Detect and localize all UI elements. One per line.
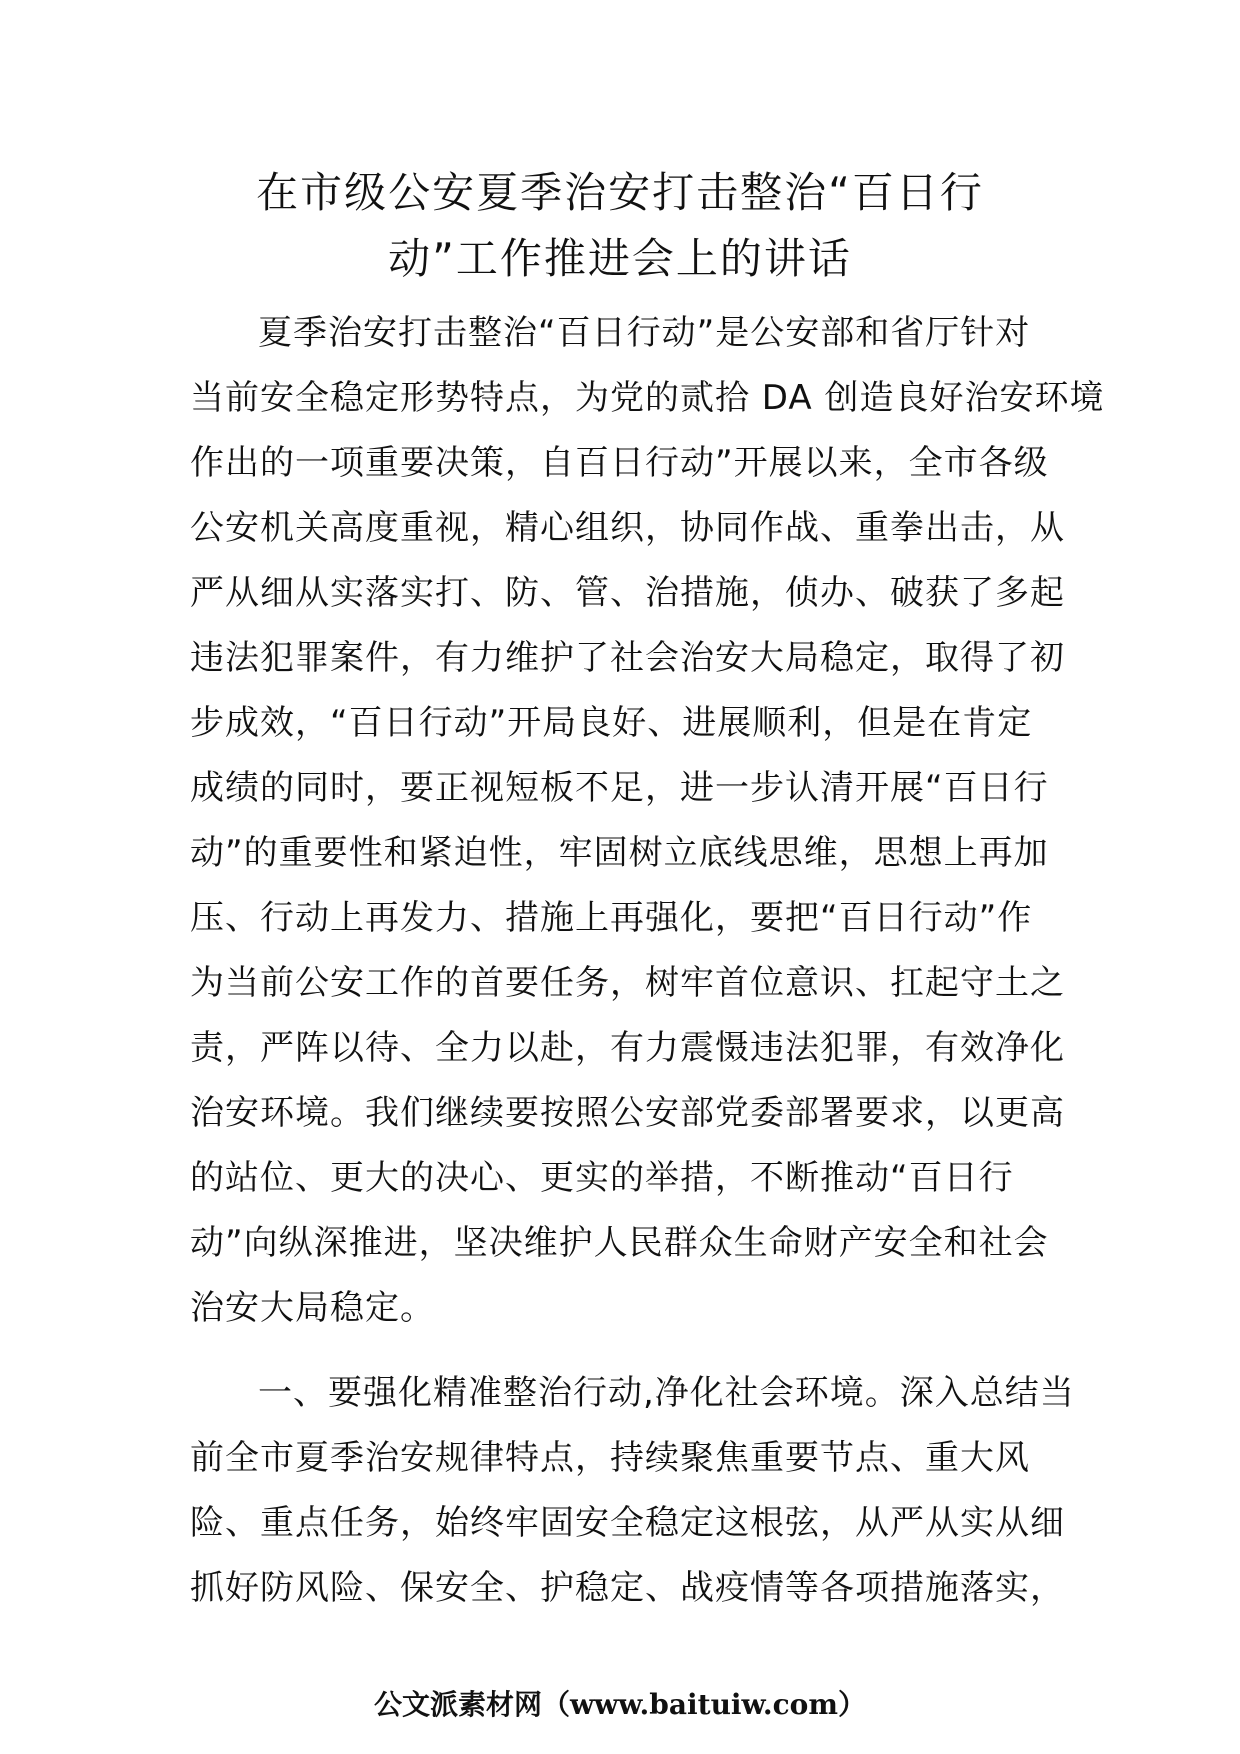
text-line: 抓好防风险、保安全、护稳定、战疫情等各项措施落实， <box>190 1568 1065 1608</box>
text-line: 公安机关高度重视，精心组织，协同作战、重拳出击，从 <box>190 508 1065 548</box>
text-line: 责，严阵以待、全力以赴，有力震慑违法犯罪，有效净化 <box>190 1028 1065 1068</box>
text-line: 的站位、更大的决心、更实的举措，不断推动“百日行 <box>190 1158 1014 1198</box>
document-title <box>190 160 1050 292</box>
text-line: 前全市夏季治安规律特点，持续聚焦重要节点、重大风 <box>190 1438 1030 1478</box>
text-line: 治安大局稳定。 <box>190 1288 435 1328</box>
text-line: 险、重点任务，始终牢固安全稳定这根弦，从严从实从细 <box>190 1503 1065 1543</box>
text-line: 为当前公安工作的首要任务，树牢首位意识、扛起守土之 <box>190 963 1065 1003</box>
paragraph-1 <box>190 301 1105 1341</box>
text-line: 严从细从实落实打、防、管、治措施，侦办、破获了多起 <box>190 573 1065 613</box>
text-line: 成绩的同时，要正视短板不足，进一步认清开展“百日行 <box>190 768 1049 808</box>
text-line: 动”向纵深推进，坚决维护人民群众生命财产安全和社会 <box>190 1223 1049 1263</box>
text-line: 动”的重要性和紧迫性，牢固树立底线思维，思想上再加 <box>190 833 1049 873</box>
text-line: 步成效，“百日行动”开局良好、进展顺利，但是在肯定 <box>190 703 1033 743</box>
text-line: 治安环境。我们继续要按照公安部党委部署要求，以更高 <box>190 1093 1065 1133</box>
text-line: 违法犯罪案件，有力维护了社会治安大局稳定，取得了初 <box>190 638 1065 678</box>
paragraph-2 <box>190 1361 1075 1621</box>
document-body <box>190 301 1105 1621</box>
title-line: 动”工作推进会上的讲话 <box>388 234 852 283</box>
title-line: 在市级公安夏季治安打击整治“百日行 <box>256 168 984 217</box>
text-line: 作出的一项重要决策，自百日行动”开展以来，全市各级 <box>190 443 1049 483</box>
text-line: 压、行动上再发力、措施上再强化，要把“百日行动”作 <box>190 898 1033 938</box>
text-line: 当前安全稳定形势特点，为党的贰拾 DA 创造良好治安环境 <box>190 378 1105 418</box>
text-line: 一、要强化精准整治行动,净化社会环境。深入总结当 <box>258 1373 1075 1413</box>
text-line: 夏季治安打击整治“百日行动”是公安部和省厅针对 <box>258 313 1031 353</box>
footer-watermark: 公文派素材网（www.baituiw.com） <box>374 1688 866 1721</box>
